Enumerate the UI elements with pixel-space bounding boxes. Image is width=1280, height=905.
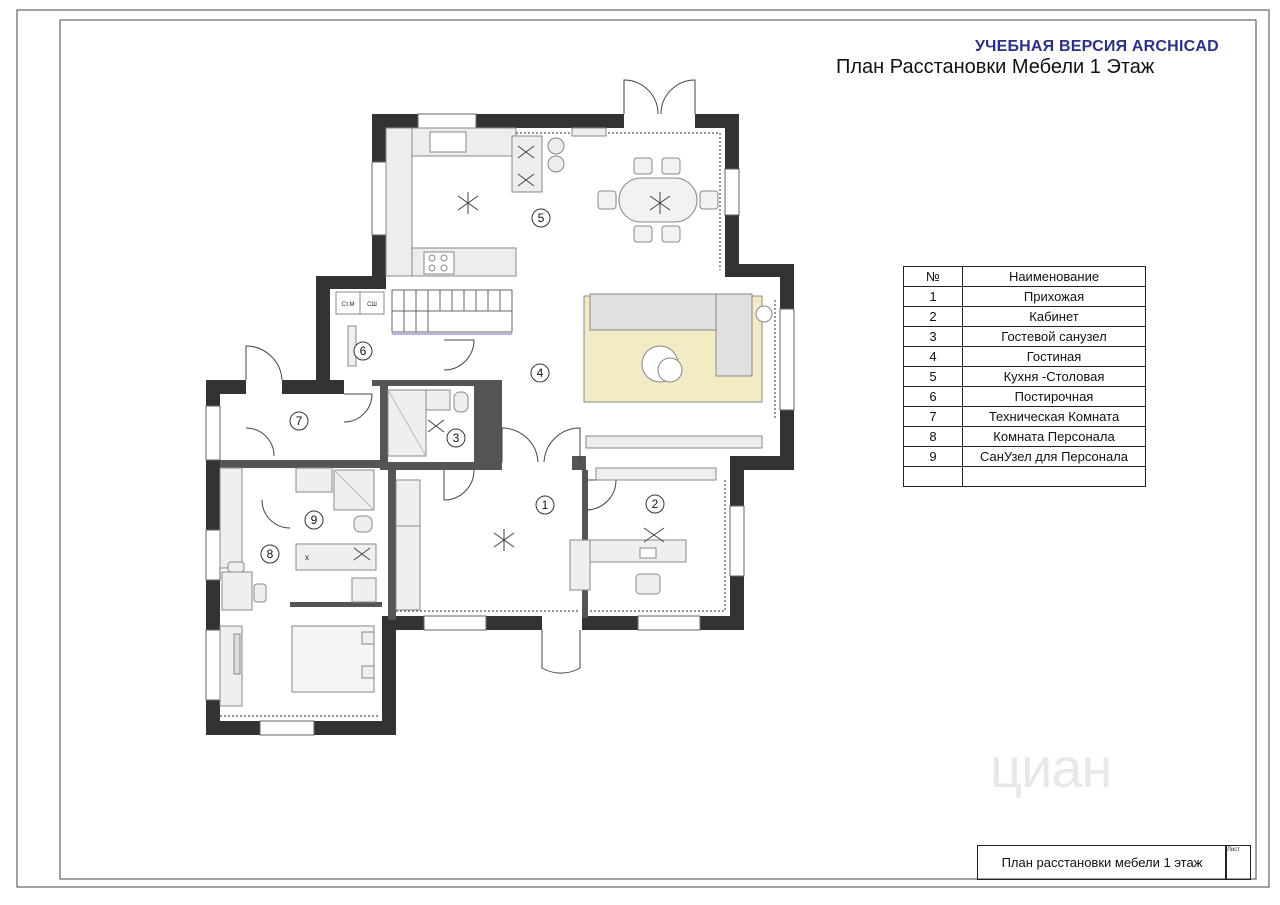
room-marker-5: 5 (537, 211, 545, 225)
plan-title: План Расстановки Мебели 1 Этаж (836, 56, 1155, 78)
legend-name: Постирочная (963, 387, 1146, 407)
dryer-label: СШ (367, 302, 377, 308)
legend-num: 3 (904, 327, 963, 347)
sheet-label: Лист (1227, 847, 1241, 853)
legend-row (904, 407, 1146, 427)
room-marker-3: 3 (452, 431, 460, 445)
legend-row (904, 427, 1146, 447)
legend-row (904, 287, 1146, 307)
legend-row (904, 367, 1146, 387)
legend-num (904, 467, 963, 487)
legend-row (904, 347, 1146, 367)
legend-name: Комната Персонала (963, 427, 1146, 447)
hall-furniture (396, 480, 420, 610)
legend-num: 9 (904, 447, 963, 467)
legend-num: 4 (904, 347, 963, 367)
legend-name: Кабинет (963, 307, 1146, 327)
room-marker-7: 7 (295, 414, 303, 428)
legend-num: 6 (904, 387, 963, 407)
legend-num: 1 (904, 287, 963, 307)
cross-label: x (305, 553, 309, 562)
legend-name: Гостевой санузел (963, 327, 1146, 347)
legend-name: Гостиная (963, 347, 1146, 367)
legend-name: СанУзел для Персонала (963, 447, 1146, 467)
legend-header (904, 267, 1146, 287)
washer-label: Ст.М (341, 302, 355, 308)
legend-name (963, 467, 1146, 487)
legend-row (904, 327, 1146, 347)
room-marker-2: 2 (651, 497, 659, 511)
legend-name: Техническая Комната (963, 407, 1146, 427)
room-marker-6: 6 (359, 344, 367, 358)
legend-row (904, 307, 1146, 327)
legend-row (904, 387, 1146, 407)
room-marker-8: 8 (266, 547, 274, 561)
room-marker-9: 9 (310, 513, 318, 527)
corner-watermark: циан (990, 736, 1112, 799)
legend-num: 8 (904, 427, 963, 447)
title-block-stamp: План расстановки мебели 1 этаж (977, 845, 1227, 880)
legend-row (904, 447, 1146, 467)
legend-header-num: № (904, 267, 963, 287)
archicad-watermark-title: УЧЕБНАЯ ВЕРСИЯ ARCHICAD (975, 38, 1219, 55)
stairs (392, 290, 512, 334)
room-marker-4: 4 (536, 366, 544, 380)
room-legend-table (903, 266, 1146, 487)
legend-name: Прихожая (963, 287, 1146, 307)
legend-num: 2 (904, 307, 963, 327)
legend-name: Кухня -Столовая (963, 367, 1146, 387)
legend-num: 7 (904, 407, 963, 427)
legend-header-name: Наименование (963, 267, 1146, 287)
room-marker-1: 1 (541, 498, 549, 512)
legend-row (904, 467, 1146, 487)
legend-num: 5 (904, 367, 963, 387)
